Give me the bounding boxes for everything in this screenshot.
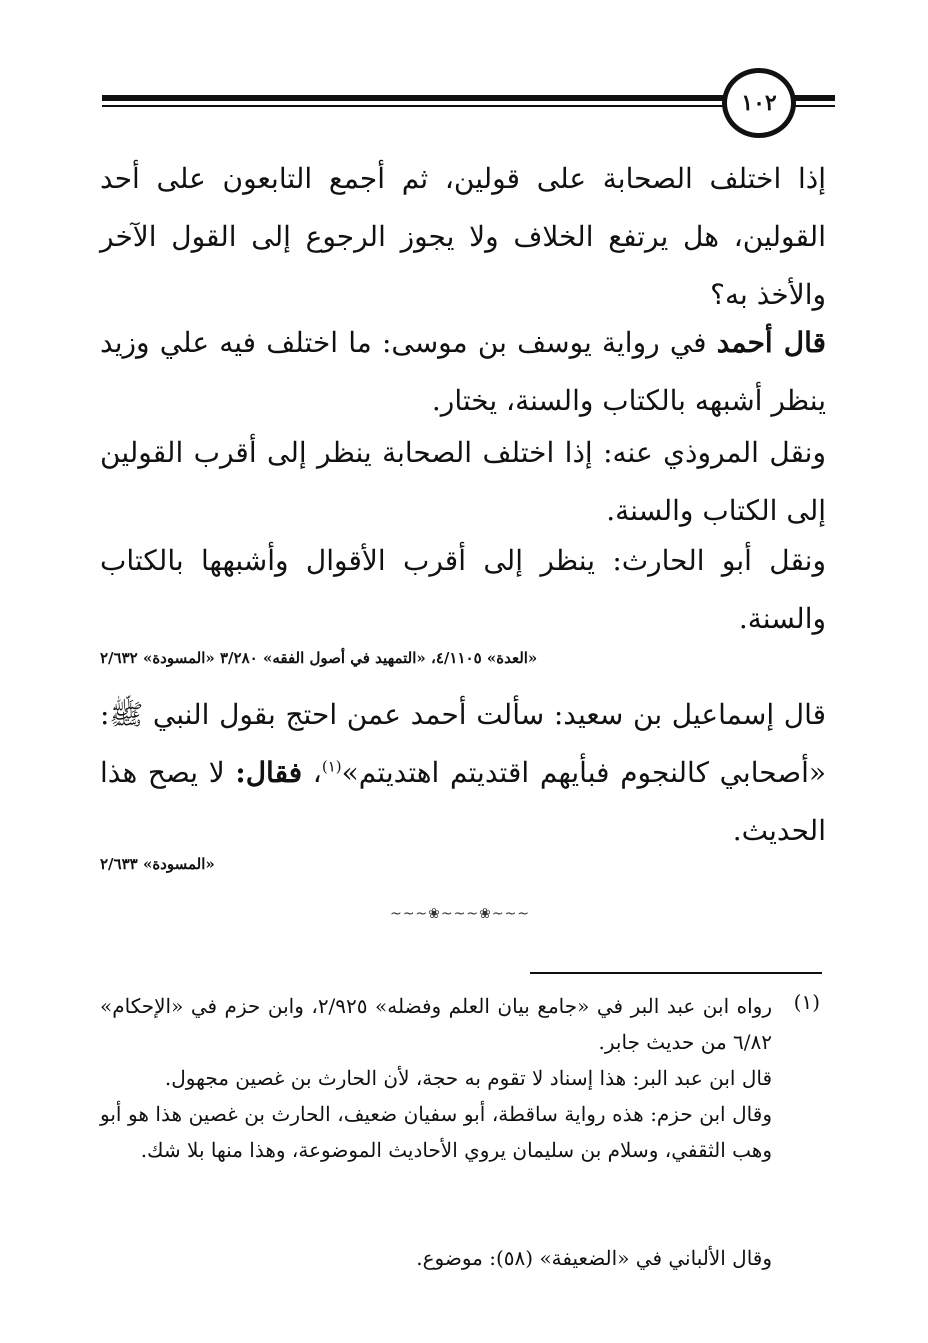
footnote-marker[interactable]: (١) [321,757,342,776]
header-rule-right [795,95,835,101]
paragraph-ismail-end: لا يصح هذا الحديث. [100,756,826,847]
source-reference-1: «العدة» ٤/١١٠٥، «التمهيد في أصول الفقه» ٣/٢٨٠ «المسودة» ٢/٦٣٢ [100,649,538,667]
paragraph-question: إذا اختلف الصحابة على قولين، ثم أجمع التابعون على أحد القولين، هل يرتفع الخلاف ولا يجوز الرجوع إلى القول الآخر والأخذ به؟ [100,162,826,311]
paragraph-marwazi: ونقل المروذي عنه: إذا اختلف الصحابة ينظر إلى أقرب القولين إلى الكتاب والسنة. [100,436,827,527]
paragraph-abu-harith: ونقل أبو الحارث: ينظر إلى أقرب الأقوال وأشبهها بالكتاب والسنة. [100,544,826,635]
header-rule [102,95,727,101]
paragraph-ahmad-lead: قال أحمد [716,326,827,359]
footnote-line-4: وقال الألباني في «الضعيفة» (٥٨): موضوع. [416,1246,772,1270]
paragraph-ismail [100,686,826,860]
paragraph-ismail-bold: فقال: [235,756,303,789]
paragraph-ahmad [100,314,826,430]
paragraph-ismail-comma: ، [302,756,322,789]
header-rule-thin [102,105,727,107]
footnote-line-1: رواه ابن عبد البر في «جامع بيان العلم وفضله» ٢/٩٢٥، وابن حزم في «الإحكام» ٦/٨٢ من حديث جابر. [100,994,772,1054]
source-reference-2: «المسودة» ٢/٦٣٣ [100,855,215,873]
paragraph-ahmad-text: في رواية يوسف بن موسى: ما اختلف فيه علي وزيد ينظر أشبهه بالكتاب والسنة، يختار. [100,326,826,417]
footnote-line-3: وقال ابن حزم: هذه رواية ساقطة، أبو سفيان ضعيف، الحارث بن غصين هذا هو أبو وهب الثقفي، وسلام بن سليمان يروي الأحاديث الموضوعة، وهذا منها بلا شك. [100,1102,772,1162]
page-number: ١٠٢ [722,68,796,138]
footnote-number: (١) [793,990,820,1014]
section-divider-ornament: ~~~❀~~~❀~~~ [389,906,531,922]
paragraph-ismail-text: قال إسماعيل بن سعيد: سألت أحمد عمن احتج بقول النبي ﷺ: «أصحابي كالنجوم فبأيهم اقتديتم اهتديتم» [100,698,826,789]
header-rule-right-thin [795,105,835,107]
footnote-separator [530,972,822,974]
footnote-line-2: قال ابن عبد البر: هذا إسناد لا تقوم به حجة، لأن الحارث بن غصين مجهول. [164,1066,772,1090]
